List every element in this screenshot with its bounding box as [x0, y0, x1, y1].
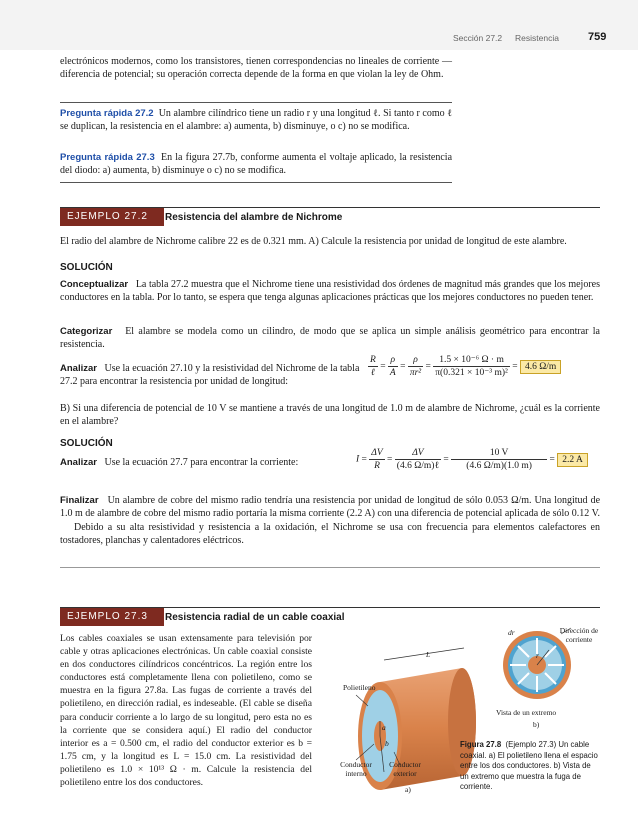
- label-a: a: [382, 723, 386, 732]
- quiz-label: Pregunta rápida 27.2: [60, 108, 154, 119]
- frac-numeric-a: $\frac{\text{1.5 × 10⁻⁶ Ω · m}}{\text{π(0.321 × 10⁻³ m)²}}$: [435, 355, 508, 378]
- analyze-label-b: Analizar: [60, 457, 97, 468]
- part-b-statement: B) Si una diferencia de potencial de 10 V se mantiene a través de una longitud de 1.0 m de alambre de Nichrome, ¿cuál es la corriente en el alambre?: [60, 403, 600, 428]
- label-dr: dr: [508, 628, 515, 637]
- figure-caption: [460, 740, 600, 793]
- example-272-label: EJEMPLO 27.2: [60, 208, 164, 226]
- categorize-label: Categorizar: [60, 326, 113, 337]
- quiz-top-rule: [60, 102, 452, 103]
- page-number: 759: [588, 31, 607, 43]
- answer-box-a: 4.6 Ω/m: [520, 360, 561, 374]
- answer-box-b: 2.2 A: [557, 453, 588, 467]
- label-b: b: [385, 739, 389, 748]
- example-273-title: Resistencia radial de un cable coaxial: [165, 612, 345, 623]
- running-head-section: Sección 27.2: [453, 33, 503, 43]
- example-272-statement: El radio del alambre de Nichrome calibre 22 es de 0.321 mm. A) Calcule la resistencia por unidad de longitud de este alambre.: [60, 236, 567, 247]
- quiz-bottom-rule: [60, 182, 452, 183]
- analyze-label: Analizar: [60, 363, 97, 374]
- finalize-label: Finalizar: [60, 495, 99, 506]
- label-inner-conductor: Conductor interno: [340, 760, 372, 778]
- quick-quiz-272: [60, 107, 452, 134]
- running-head-title: Resistencia: [515, 33, 559, 43]
- frac-numeric-b: $\frac{10 V}{(4.6 \Omega/m)(1.0 m)}$: [451, 447, 547, 472]
- label-r: r: [536, 651, 539, 660]
- quiz-text: En la figura 27.7b, conforme aumenta el voltaje aplicado, la resistencia del diodo: a) aumenta, b) disminuye o c) no se modifica.: [60, 152, 453, 177]
- quick-quiz-273: [60, 151, 452, 178]
- quiz-text: Un alambre cilíndrico tiene un radio r y una longitud ℓ. Si tanto r como ℓ se duplican, la resistencia en el alambre: a) aumenta, b) disminuye, o c) no se modifica.: [60, 108, 452, 133]
- caption-title: Figura 27.8: [460, 740, 502, 749]
- categorize-paragraph: Categorizar El alambre se modela como un cilindro, de modo que se aplica un simple análisis geométrico para encontrar la resistencia.: [60, 326, 601, 351]
- finalize-paragraph: Finalizar Un alambre de cobre del mismo radio tendría una resistencia por unidad de longitud de sólo 0.053 Ω/m. Una longitud de 1.0 m de alambre de cobre del mismo radio portaría la misma corriente (2.2 A) con una diferencia de potencial aplicada de sólo 0.12 V. Debido a su alta resistividad y resistencia a la oxidación, el Nichrome se usa con frecuencia para elementos calefactores en tostadores, planchas y calentadores eléctricos.: [60, 495, 601, 547]
- analyze-paragraph-a: Analizar Use la ecuación 27.10 y la resistividad del Nichrome de la tabla 27.2 para encontrar la resistencia por unidad de longitud:: [60, 363, 360, 388]
- conceptualize-paragraph: Conceptualizar La tabla 27.2 muestra que el Nichrome tiene una resistividad dos órdenes de magnitud más grandes que los mejores conductores en la tabla. Por lo tanto, se espera que tenga algunas aplicaciones prácticas que los mejores conductores no pueden tener.: [60, 279, 600, 304]
- label-outer-conductor: Conductor exterior: [389, 760, 421, 778]
- example-272-bottom-rule: [60, 567, 600, 568]
- quiz-label: Pregunta rápida 27.3: [60, 152, 155, 163]
- label-part-a: a): [405, 785, 411, 794]
- label-part-b: b): [533, 720, 540, 729]
- solution-heading-b: SOLUCIÓN: [60, 438, 113, 449]
- solution-heading: SOLUCIÓN: [60, 262, 113, 273]
- example-273-label: EJEMPLO 27.3: [60, 608, 164, 626]
- label-direction: Dirección de corriente: [559, 626, 599, 644]
- analyze-paragraph-b: Analizar Use la ecuación 27.7 para encontrar la corriente:: [60, 457, 299, 468]
- frac-rho-over-pi-r2: $\frac{\rho}{\text{πr²}}$: [409, 355, 422, 378]
- example-273-text: Los cables coaxiales se usan extensamente para televisión por cable y otras aplicaciones electrónicas. Un cable coaxial consiste en dos conductores cilíndricos concéntricos. La región entre los conductores está completamente llena con polietileno, como se muestra en la figura 27.8a. Las fugas de corriente a través del polietileno, en dirección radial, es indeseable. (El cable se diseña para conducir corriente a lo largo de su longitud, pero esta no es la corriente que se considera aquí.) El radio del conductor interior es a = 0.500 cm, el radio del conductor exterior es b = 1.75 cm, y la longitud es L = 15.0 cm. La resistividad del polietileno es 1.0 × 10¹³ Ω · m. Calcule la resistencia del polietileno entre los dos conductores.: [60, 633, 312, 789]
- equation-current: I = $\frac{\Delta V}{R}$ = $\frac{\Delta V}{\text{(4.6 Ω/m)ℓ}}$ = $\frac{10 V}{(4.6 \Omega/m)(1.0 m)}$ = 2.2 A: [356, 447, 588, 472]
- caption-text: (Ejemplo 27.3) Un cable coaxial. a) El polietileno llena el espacio entre los dos conductores. b) Vista de un extremo que muestra la fuga de corriente.: [460, 740, 598, 791]
- frac-dv-over-r: $\frac{\Delta V}{R}$: [371, 448, 383, 471]
- example-272-title: Resistencia del alambre de Nichrome: [165, 212, 343, 223]
- label-end-view: Vista de un extremo: [496, 708, 557, 717]
- conceptualize-label: Conceptualizar: [60, 279, 129, 290]
- length-line: [384, 648, 464, 660]
- frac-R-over-l: $\frac{R}{\text{ℓ}}$: [370, 355, 376, 378]
- equation-resistance-per-length: $\frac{R}{\text{ℓ}}$ = $\frac{\rho}{A}$ = $\frac{\rho}{\text{πr²}}$ = $\frac{\text{1.5 × 10⁻⁶ Ω · m}}{\text{π(0.321 × 10⁻³ m)²}}$ = 4.6 Ω/m: [368, 354, 561, 379]
- frac-rho-over-A: $\frac{\rho}{A}$: [389, 355, 396, 378]
- label-L: L: [426, 650, 431, 659]
- label-polietileno: Polietileno: [343, 683, 376, 692]
- intro-paragraph: electrónicos modernos, como los transistores, tienen correspondencias no lineales de corriente —diferencia de potencial; su operación correcta depende de la forma en que violan la ley de Ohm.: [60, 56, 452, 81]
- frac-dv-over-46l: $\frac{\Delta V}{\text{(4.6 Ω/m)ℓ}}$: [396, 448, 439, 471]
